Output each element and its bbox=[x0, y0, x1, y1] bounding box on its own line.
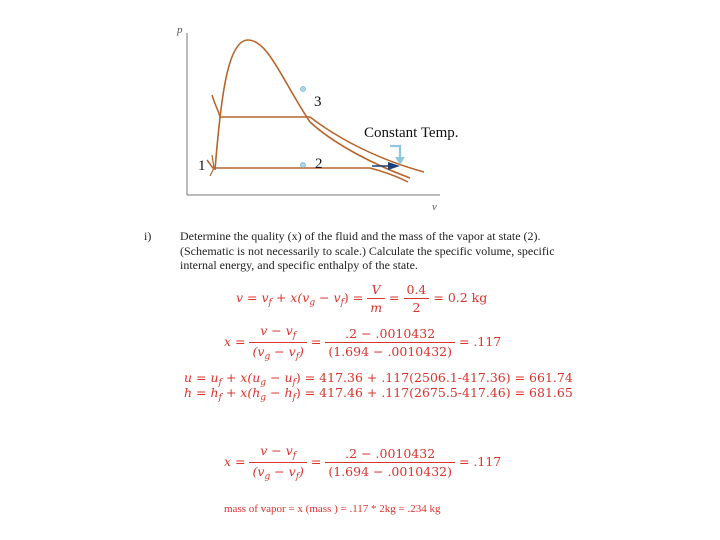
v-axis-label: v bbox=[432, 201, 437, 213]
isotherm-lower bbox=[207, 160, 408, 182]
constant-temp-annotation: Constant Temp. bbox=[364, 125, 459, 141]
state2-label: 2 bbox=[315, 156, 323, 172]
callout-arrow bbox=[390, 146, 400, 158]
problem-text bbox=[180, 229, 555, 273]
equation-specific-volume: $v = v_f + x(v_g - v_f)$ = $\frac{V}{m}$ = $\frac{0.4}{2}$ = 0.2 kg bbox=[236, 282, 488, 315]
state3-label: 3 bbox=[314, 94, 322, 110]
mass-of-vapor-line: mass of vapor = x (mass ) = .117 * 2kg = .234 kg bbox=[224, 503, 441, 515]
equation-quality-1: x = $\frac{v - v_f}{(v_g - v_f)}$ = $\frac{.2 - .0010432}{(1.694 - .0010432)}$ = .117 bbox=[224, 323, 502, 362]
problem-line-3: internal energy, and specific enthalpy of the state. bbox=[180, 258, 418, 272]
state1-label: 1 bbox=[198, 158, 206, 174]
equation-internal-energy: $u = u_f + x(u_g - u_f) = 417.36 + .117(2506.1-417.36) = 661.74$ bbox=[184, 370, 573, 388]
equation-quality-2: x = $\frac{v - v_f}{(v_g - v_f)}$ = $\frac{.2 - .0010432}{(1.694 - .0010432)}$ = .117 bbox=[224, 443, 502, 482]
problem-number: i) bbox=[144, 229, 152, 243]
problem-line-2: (Schematic is not necessarily to scale.) Calculate the specific volume, specific bbox=[180, 243, 555, 258]
state2-point bbox=[301, 163, 306, 168]
state3-point bbox=[301, 87, 306, 92]
problem-line-1: Determine the quality (x) of the fluid and the mass of the vapor at state (2). bbox=[180, 229, 541, 243]
pv-diagram bbox=[0, 0, 720, 215]
p-axis-label: p bbox=[177, 24, 183, 36]
equation-enthalpy: $h = h_f + x(h_g - h_f) = 417.46 + .117(2675.5-417.46) = 681.65$ bbox=[184, 385, 573, 403]
